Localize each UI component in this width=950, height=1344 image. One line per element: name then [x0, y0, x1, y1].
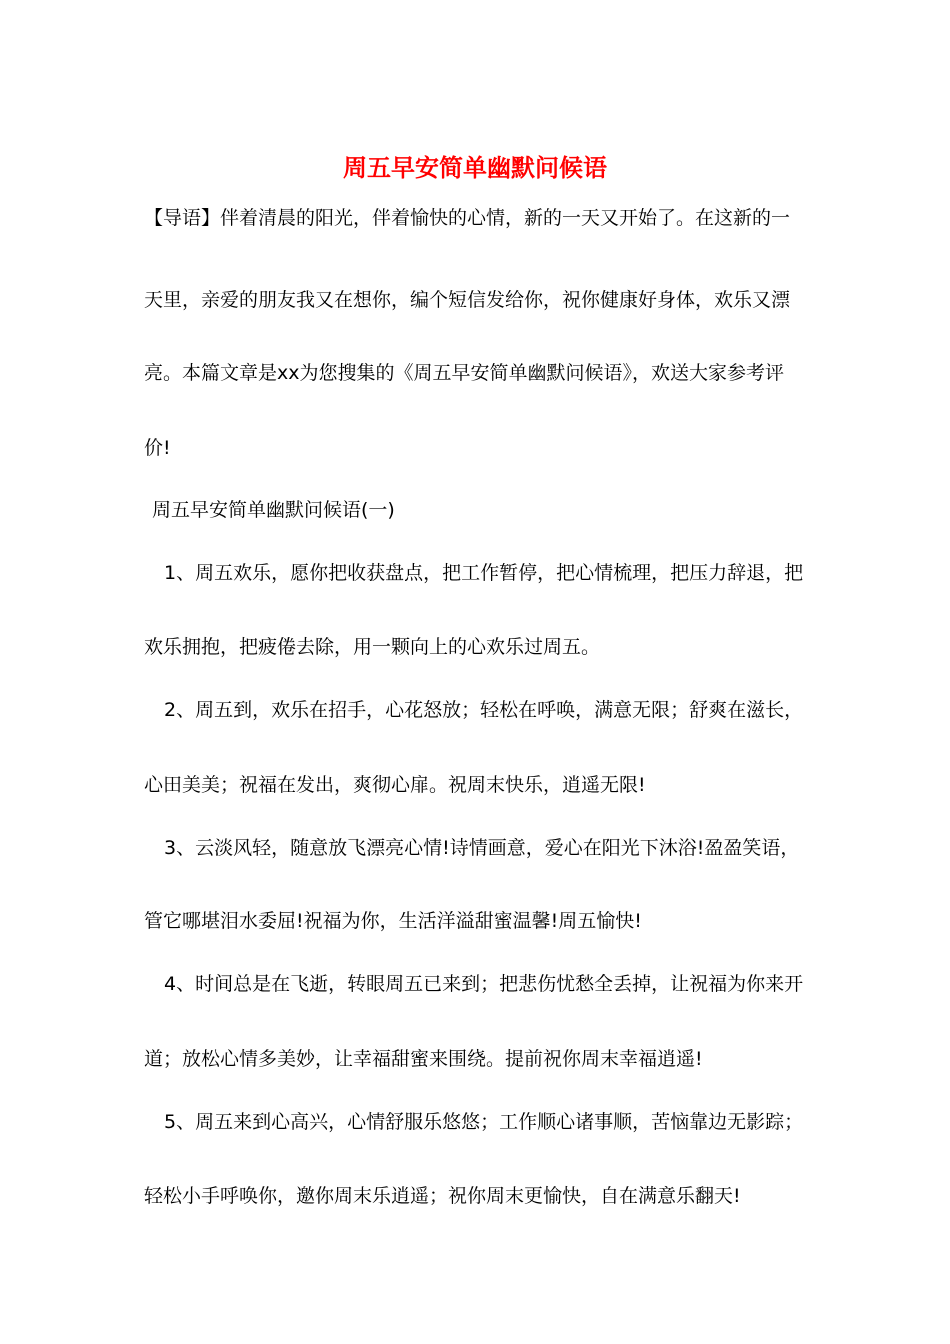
item-1-line-2: 欢乐拥抱，把疲倦去除，用一颗向上的心欢乐过周五。: [144, 636, 601, 658]
intro-line-1: 【导语】伴着清晨的阳光，伴着愉快的心情，新的一天又开始了。在这新的一: [144, 207, 791, 229]
item-4-line-2: 道；放松心情多美妙，让幸福甜蜜来围绕。提前祝你周末幸福逍遥!: [144, 1048, 703, 1070]
intro-line-4: 价!: [144, 437, 171, 459]
item-5-line-1: 5、周五来到心高兴，心情舒服乐悠悠；工作顺心诸事顺，苦恼靠边无影踪；: [164, 1111, 804, 1133]
item-5-line-2: 轻松小手呼唤你，邀你周末乐逍遥；祝你周末更愉快，自在满意乐翻天!: [144, 1185, 741, 1207]
intro-line-3: 亮。本篇文章是xx为您搜集的《周五早安简单幽默问候语》，欢送大家参考评: [144, 362, 784, 384]
section-heading: 周五早安简单幽默问候语(一): [152, 499, 395, 521]
intro-line-2: 天里，亲爱的朋友我又在想你，编个短信发给你，祝你健康好身体，欢乐又漂: [144, 289, 791, 311]
item-2-line-2: 心田美美；祝福在发出，爽彻心扉。祝周末快乐，逍遥无限!: [144, 774, 646, 796]
page-title: 周五早安简单幽默问候语: [343, 153, 607, 182]
item-3-line-2: 管它哪堪泪水委屈!祝福为你，生活洋溢甜蜜温馨!周五愉快!: [144, 910, 642, 932]
item-3-line-1: 3、云淡风轻，随意放飞漂亮心情!诗情画意，爱心在阳光下沐浴!盈盈笑语，: [164, 837, 800, 859]
item-2-line-1: 2、周五到，欢乐在招手，心花怒放；轻松在呼唤，满意无限；舒爽在滋长，: [164, 699, 804, 721]
item-1-line-1: 1、周五欢乐，愿你把收获盘点，把工作暂停，把心情梳理，把压力辞退，把: [164, 562, 804, 584]
item-4-line-1: 4、时间总是在飞逝，转眼周五已来到；把悲伤忧愁全丢掉，让祝福为你来开: [164, 973, 804, 995]
